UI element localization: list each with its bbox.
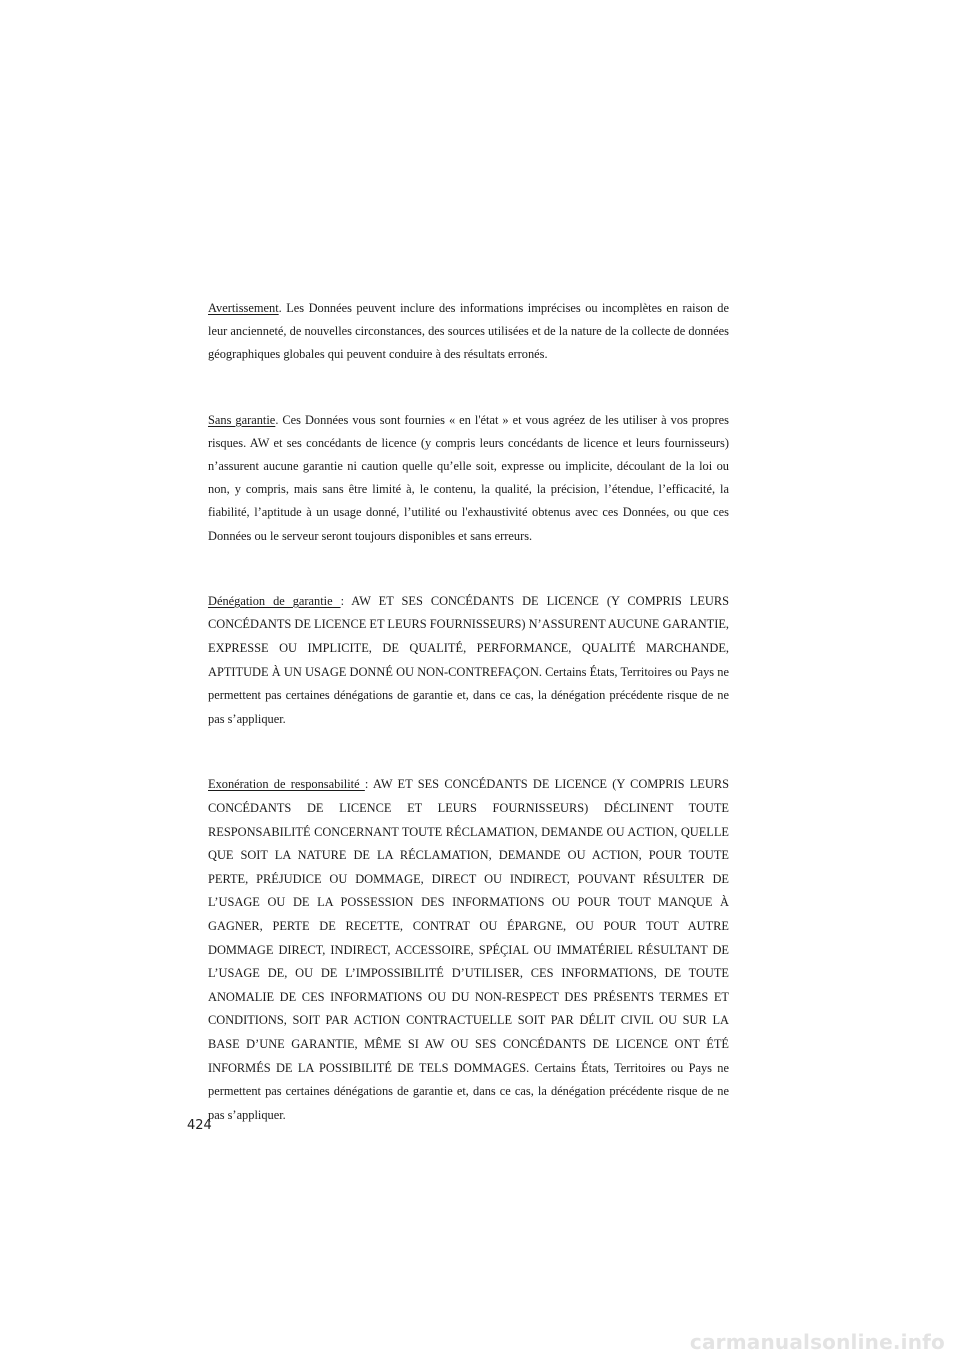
- section-sans-garantie: [208, 409, 729, 548]
- section-heading: Avertissement: [208, 301, 279, 315]
- heading-separator: .: [275, 412, 283, 427]
- section-denegation-de-garantie: [208, 590, 729, 732]
- section-text: Ces Données vous sont fournies « en l'état » et vous agréez de les utiliser à vos propres risques. AW et ses concédants de licence (y compris leurs concédants de licence et leurs fournisseurs) n’assurent aucune garantie ni caution quelle qu’elle soit, expresse ou implicite, découlant de la loi ou non, y compris, mais sans être limité à, le contenu, la qualité, la précision, l’étendue, l’efficacité, la fiabilité, l’aptitude à un usage donné, l’utilité ou l'exhaustivité obtenus avec ces Données, ou que ces Données ou le serveur seront toujours disponibles et sans erreurs.: [208, 412, 729, 543]
- section-text: AW ET SES CONCÉDANTS DE LICENCE (Y COMPRIS LEURS CONCÉDANTS DE LICENCE ET LEURS FOURNISSEURS) N’ASSURENT AUCUNE GARANTIE, EXPRESSE OU IMPLICITE, DE QUALITÉ, PERFORMANCE, QUALITÉ MARCHANDE, APTITUDE À UN USAGE DONNÉ OU NON-CONTREFAÇON. Certains États, Territoires ou Pays ne permettent pas certaines dénégations de garantie et, dans ce cas, la dénégation précédente risque de ne pas s’appliquer.: [208, 593, 730, 726]
- heading-separator: :: [340, 593, 352, 608]
- watermark: carmanualsonline.info: [689, 1330, 945, 1354]
- document-body: [208, 297, 729, 1169]
- section-heading: Dénégation de garantie: [208, 593, 341, 608]
- heading-separator: :: [364, 777, 373, 792]
- section-text: Les Données peuvent inclure des informations imprécises ou incomplètes en raison de leur ancienneté, de nouvelles circonstances, des sources utilisées et de la nature de la collecte de données géographiques globales qui peuvent conduire à des résultats erronés.: [208, 301, 730, 362]
- section-heading: Sans garantie: [208, 412, 276, 427]
- heading-separator: .: [278, 301, 287, 315]
- section-exoneration-de-responsabilite: [208, 773, 729, 1127]
- page-number: 424: [187, 1118, 212, 1133]
- section-heading: Exonération de responsabilité: [208, 777, 365, 792]
- section-avertissement: [208, 297, 729, 367]
- section-text: AW ET SES CONCÉDANTS DE LICENCE (Y COMPRIS LEURS CONCÉDANTS DE LICENCE ET LEURS FOURNISSEURS) DÉCLINENT TOUTE RESPONSABILITÉ CONCERNANT TOUTE RÉCLAMATION, DEMANDE OU ACTION, QUELLE QUE SOIT LA NATURE DE LA RÉCLAMATION, DEMANDE OU ACTION, POUR TOUTE PERTE, PRÉJUDICE OU DOMMAGE, DIRECT OU INDIRECT, POUVANT RÉSULTER DE L’USAGE OU DE LA POSSESSION DES INFORMATIONS OU POUR TOUT MANQUE À GAGNER, PERTE DE RECETTE, CONTRAT OU ÉPARGNE, OU POUR TOUT AUTRE DOMMAGE DIRECT, INDIRECT, ACCESSOIRE, SPÉÇIAL OU IMMATÉRIEL RÉSULTANT DE L’USAGE DE, OU DE L’IMPOSSIBILITÉ D’UTILISER, CES INFORMATIONS, DE TOUTE ANOMALIE DE CES INFORMATIONS OU DU NON-RESPECT DES PRÉSENTS TERMES ET CONDITIONS, SOIT PAR ACTION CONTRACTUELLE SOIT PAR DÉLIT CIVIL OU SUR LA BASE D’UNE GARANTIE, MÊME SI AW OU SES CONCÉDANTS DE LICENCE ONT ÉTÉ INFORMÉS DE LA POSSIBILITÉ DE TELS DOMMAGES. Certains États, Territoires ou Pays ne permettent pas certaines dénégations de garantie et, dans ce cas, la dénégation précédente risque de ne pas s’appliquer.: [208, 777, 729, 1122]
